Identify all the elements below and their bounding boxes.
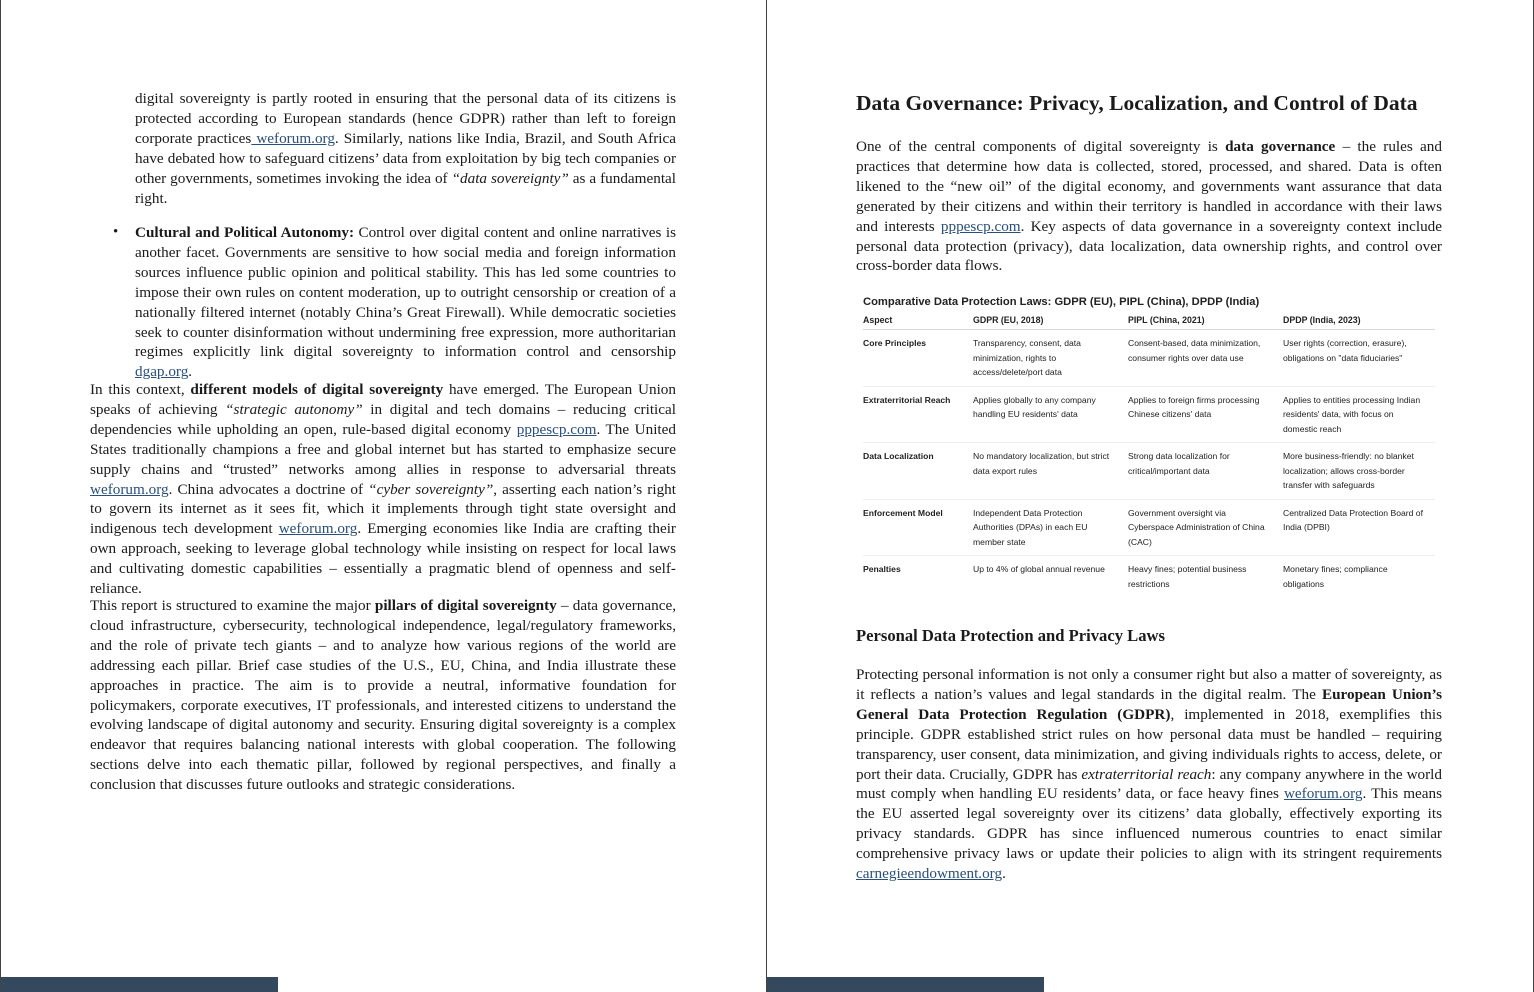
link-carnegieendowment[interactable]: carnegieendowment.org [856, 865, 1003, 883]
text: digital sovereignty is partly rooted in ensuring that the personal data of its citizens is protected according to European standards (hence GDPR) rather than left to foreign corporate practices [135, 90, 676, 147]
link-weforum[interactable]: weforum.org [278, 520, 358, 538]
link-pppescp[interactable]: pppescp.com [940, 217, 1021, 235]
text: – data governance, cloud infrastructure, cybersecurity, technological independence, legal/regulatory frameworks, and the role of private tech giants – and to analyze how various regions of the world are addressing each pillar. Brief case studies of the U.S., EU, China, and India illustrate these approaches in practice. The aim is to provide a neutral, informative foundation for policymakers, corporate executives, IT professionals, and interested citizens to understand the evolving landscape of digital autonomy and security. Ensuring digital sovereignty is a complex endeavor that requires balancing national interests with global cooperation. The following sections delve into each thematic pillar, followed by regional perspectives, and finally a conclusion that discusses future outlooks and strategic considerations. [90, 597, 677, 794]
text: Control over digital content and online narratives is another facet. Governments are sensitive to how social media and foreign information sources influence public opinion and political stability. This has led some countries to impose their own rules on content moderation, up to outright censorship or creation of a nationally filtered internet (notably China’s Great Firewall). While democratic societies seek to counter disinformation without undermining free expression, more authoritarian regimes explicitly link digital sovereignty to information control and censorship [135, 224, 676, 361]
italic-text: “data sovereignty” [451, 169, 569, 187]
link-dgap[interactable]: dgap.org [135, 363, 189, 381]
comparison-table-block [863, 296, 1435, 597]
paragraph-report-structure [90, 596, 676, 795]
table-cell: Government oversight via Cyberspace Administration of China (CAC) [1128, 499, 1283, 556]
text: . [1002, 865, 1006, 883]
table-cell-aspect: Core Principles [863, 330, 973, 387]
link-weforum[interactable]: weforum.org [1283, 785, 1363, 803]
bullet-label: Cultural and Political Autonomy: [135, 224, 355, 241]
bullet-list [113, 223, 676, 382]
subsection-heading: Personal Data Protection and Privacy Laws [856, 626, 1165, 645]
link-weforum[interactable]: weforum.org [90, 480, 169, 498]
text: in digital and tech domains – reducing critical dependencies while upholding an open, rule-based digital economy [90, 400, 676, 438]
column-header: GDPR (EU, 2018) [973, 315, 1128, 330]
table-cell: Applies to entities processing Indian residents' data, with focus on domestic reach [1283, 386, 1435, 443]
table-cell: Applies globally to any company handling EU residents' data [973, 386, 1128, 443]
text: . This means the EU asserted legal sovereignty over its citizens’ data globally, effectively exporting its privacy standards. GDPR has since influenced numerous countries to enact similar comprehensive privacy laws or update their policies to align with its stringent requirements [856, 785, 1443, 863]
table-row [863, 330, 1435, 387]
section-heading: Data Governance: Privacy, Localization, and Control of Data [856, 91, 1418, 115]
bold-text: European Union’s General Data Protection Regulation (GDPR) [856, 685, 1442, 723]
text: : any company anywhere in the world must comply when handling EU residents’ data, or face heavy fines [856, 765, 1442, 803]
table-title: Comparative Data Protection Laws: GDPR (EU), PIPL (China), DPDP (India) [863, 296, 1260, 308]
text: Protecting personal information is not only a consumer right but also a matter of sovereignty, as it reflects a nation’s values and legal standards in the digital realm. The [856, 666, 1442, 703]
text: One of the central components of digital sovereignty is [856, 138, 1226, 155]
text: In this context, [90, 381, 191, 398]
table-row [863, 386, 1435, 443]
table-cell: Consent-based, data minimization, consumer rights over data use [1128, 330, 1283, 387]
table-cell: Heavy fines; potential business restrictions [1128, 564, 1247, 589]
bold-text: pillars of digital sovereignty [374, 597, 557, 614]
table-cell: More business-friendly: no blanket localization; allows cross-border transfer with safeguards [1283, 443, 1435, 500]
column-header: DPDP (India, 2023) [1283, 315, 1435, 330]
table-cell: Up to 4% of global annual revenue [973, 564, 1105, 574]
text: have emerged. The European Union speaks of achieving [90, 381, 676, 418]
paragraph-data-governance-intro [856, 137, 1442, 276]
table-cell: User rights (correction, erasure), obligations on "data fiduciaries" [1283, 330, 1435, 387]
table-cell-aspect: Penalties [863, 564, 901, 574]
text: . Similarly, nations like India, Brazil, and South Africa have debated how to safeguard citizens’ data from exploitation by big tech companies or other governments, sometimes invoking the idea of [135, 129, 676, 187]
text: . Key aspects of data governance in a sovereignty context include personal data protection (privacy), data localization, data ownership rights, and control over cross-border data flows. [856, 217, 1442, 275]
paragraph-data-sovereignty-continued [135, 89, 676, 208]
paragraph-gdpr [856, 665, 1442, 884]
italic-text: extraterritorial reach [1081, 765, 1212, 783]
italic-text: “strategic autonomy” [225, 400, 363, 418]
document-page-right [767, 0, 1534, 992]
paragraph-sovereignty-models [90, 380, 676, 599]
table-cell-aspect: Data Localization [863, 443, 973, 500]
table-header-row [863, 315, 1435, 330]
text: as a fundamental right. [135, 169, 677, 207]
bold-text: data governance [1225, 138, 1336, 155]
text: , implemented in 2018, exemplifies this principle. GDPR established strict rules on how personal data must be handled – requiring transparency, user consent, data minimization, and giving individuals rights to access, delete, or port their data. Crucially, GDPR has [856, 705, 1442, 783]
text: . Emerging economies like India are crafting their own approach, seeking to leverage global technology while insisting on respect for local laws and cultivating domestic capabilities – essentially a pragmatic blend of openness and self-reliance. [90, 520, 676, 598]
column-header: Aspect [863, 315, 973, 330]
italic-text: “cyber sovereignty” [368, 480, 494, 498]
text: This report is structured to examine the major [90, 597, 375, 614]
table-cell: Applies to foreign firms processing Chinese citizens' data [1128, 386, 1283, 443]
table-cell: No mandatory localization, but strict data export rules [973, 443, 1128, 500]
text: . The United States traditionally champions a free and global internet but has started to emphasize secure supply chains and “trusted” networks among allies in response to adversarial threats [90, 420, 676, 478]
table-cell: Monetary fines; compliance obligations [1283, 564, 1388, 589]
link-pppescp[interactable]: pppescp.com [516, 420, 597, 438]
bullet-icon: • [113, 224, 119, 240]
table-row [863, 499, 1435, 556]
text: . China advocates a doctrine of [168, 480, 369, 498]
link-weforum[interactable]: weforum.org [251, 129, 335, 147]
page-footer-bar [767, 977, 1044, 992]
table-cell-aspect: Enforcement Model [863, 499, 973, 556]
table-row [863, 556, 1435, 598]
page-footer-bar [1, 977, 278, 992]
table-cell-aspect: Extraterritorial Reach [863, 386, 973, 443]
bold-text: different models of digital sovereignty [190, 381, 444, 398]
table-cell: Centralized Data Protection Board of India (DPBI) [1283, 499, 1435, 556]
list-item-cultural-autonomy [113, 223, 676, 382]
column-header: PIPL (China, 2021) [1128, 315, 1283, 330]
table-row [863, 443, 1435, 500]
text: – the rules and practices that determine how data is collected, stored, processed, and shared. Data is often likened to the “new oil” of the digital economy, and governments want assurance that data generated by their citizens and within their territory is handled in accordance with their laws and interests [856, 138, 1442, 235]
comparison-table [863, 315, 1435, 597]
text: , asserting each nation’s right to govern its internet as it sees fit, which it implements through tight state oversight and indigenous tech development [90, 480, 676, 538]
table-cell: Independent Data Protection Authorities (DPAs) in each EU member state [973, 499, 1128, 556]
text: . [188, 363, 193, 381]
table-cell: Transparency, consent, data minimization, rights to access/delete/port data [973, 330, 1128, 387]
table-cell: Strong data localization for critical/important data [1128, 443, 1283, 500]
